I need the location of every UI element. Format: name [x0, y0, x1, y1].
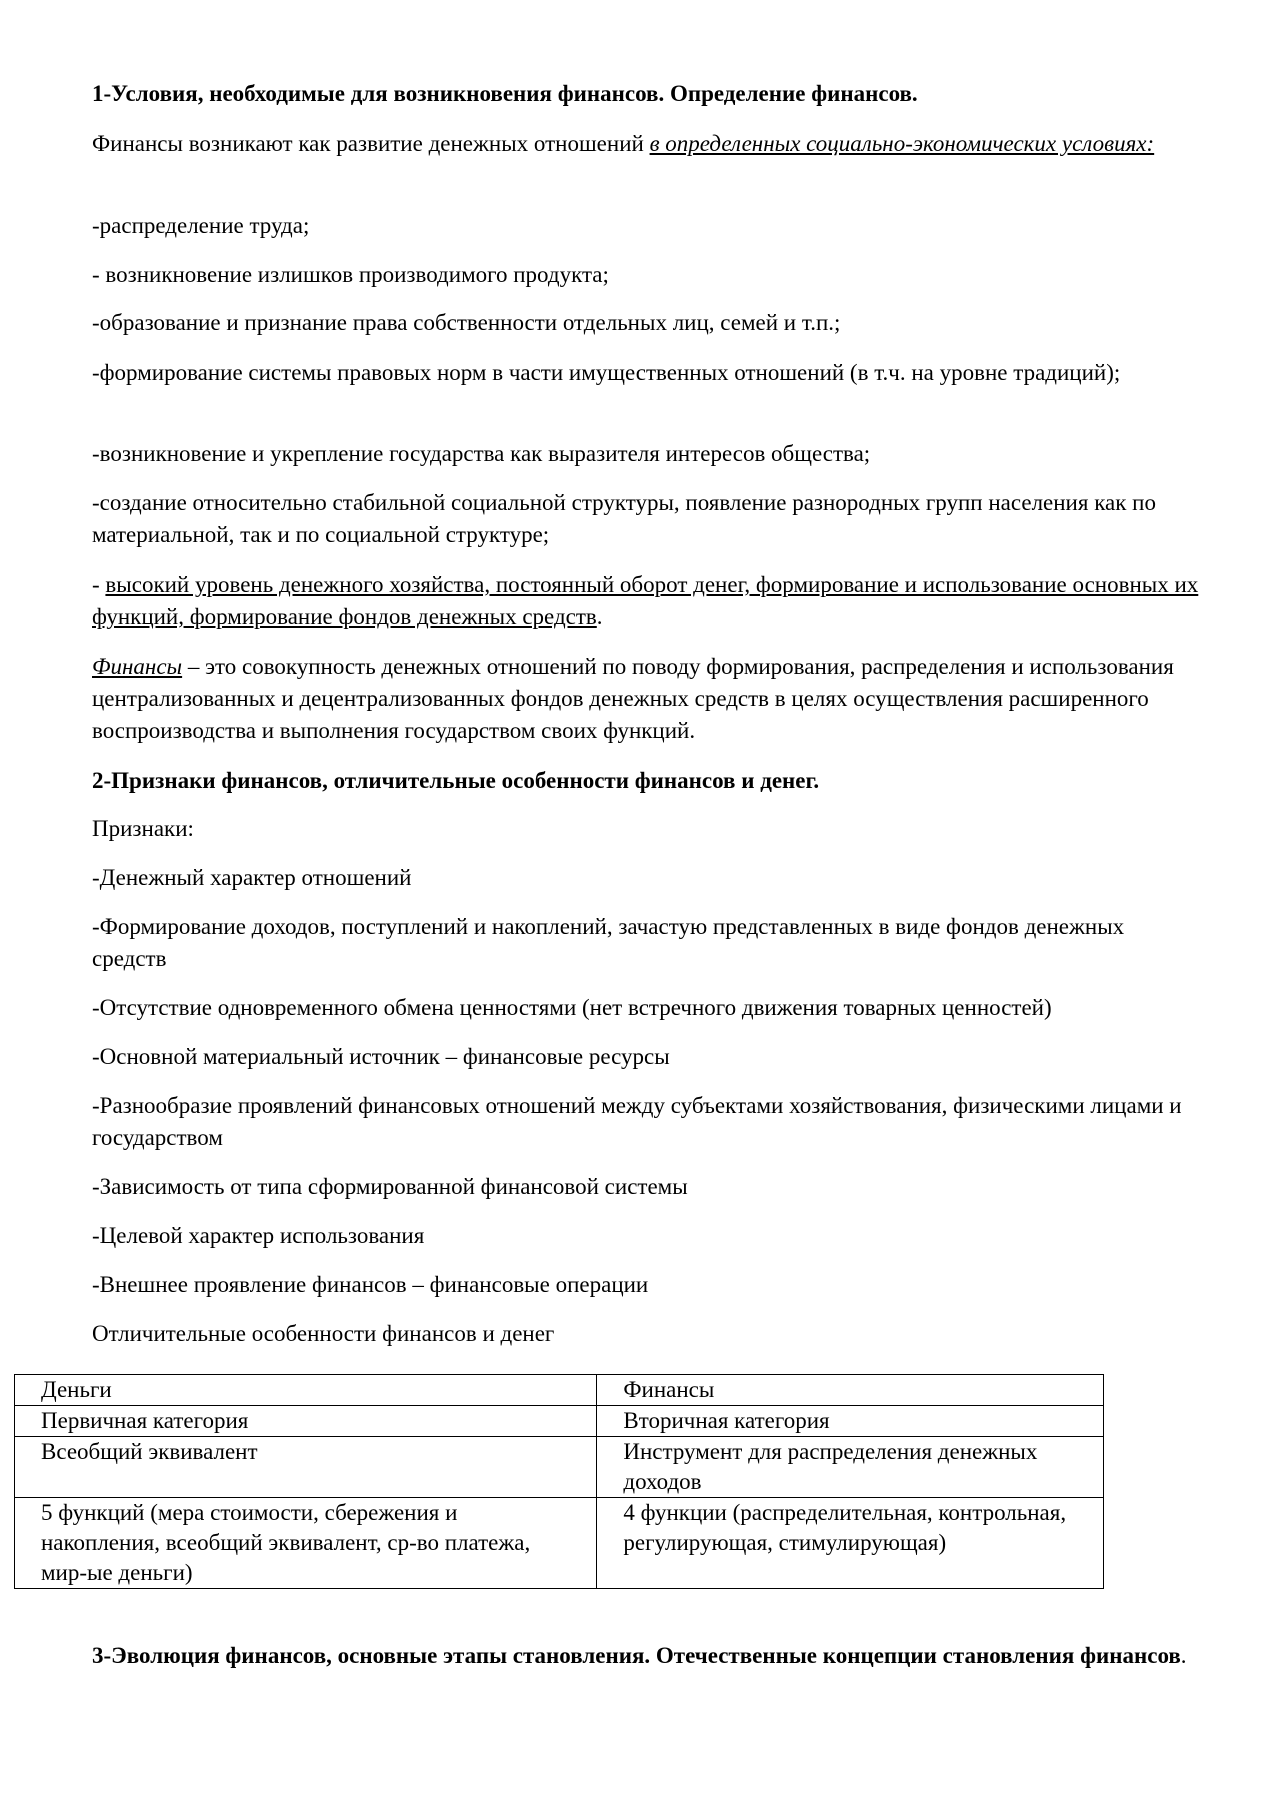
sign-item: -Зависимость от типа сформированной финансовой системы: [92, 1174, 688, 1199]
sign-item: -Внешнее проявление финансов – финансовые операции: [92, 1272, 649, 1297]
table-cell: 4 функции (распределительная, контрольная, регулирующая, стимулирующая): [597, 1498, 1104, 1589]
comparison-table: [14, 1374, 1104, 1589]
section1-heading: 1-Условия, необходимые для возникновения финансов. Определение финансов.: [92, 81, 918, 106]
intro-plain: Финансы возникают как развитие денежных отношений: [92, 131, 650, 156]
intro-emphasis: в определенных социально-экономических условиях:: [649, 131, 1155, 156]
section3-heading-tail: .: [1180, 1643, 1187, 1668]
table-cell: Вторичная категория: [597, 1406, 1104, 1437]
finance-definition: [92, 651, 1202, 747]
last-suffix: .: [596, 604, 603, 629]
table-row: [15, 1498, 1104, 1589]
table-header-cell: Финансы: [597, 1375, 1104, 1406]
last-prefix: -: [92, 572, 106, 597]
sign-item: -Разнообразие проявлений финансовых отношений между субъектами хозяйствования, физическими лицами и государством: [92, 1093, 1182, 1150]
table-cell: Инструмент для распределения денежных доходов: [597, 1437, 1104, 1498]
table-cell: Всеобщий эквивалент: [15, 1437, 597, 1498]
condition-item: -распределение труда;: [92, 213, 310, 238]
condition-item: -создание относительно стабильной социальной структуры, появление разнородных групп населения как по материальной, так и по социальной структуре;: [92, 490, 1156, 547]
table-row: [15, 1437, 1104, 1498]
last-underlined: высокий уровень денежного хозяйства, постоянный оборот денег, формирование и использование основных их функций, формирование фондов денежных средств: [92, 572, 1199, 629]
table-caption: Отличительные особенности финансов и денег: [92, 1321, 555, 1346]
sign-item: -Денежный характер отношений: [92, 865, 412, 890]
sign-item: -Целевой характер использования: [92, 1223, 425, 1248]
definition-text: – это совокупность денежных отношений по поводу формирования, распределения и использования централизованных и децентрализованных фондов денежных средств в целях осуществления расширенного воспроизводства и выполнения государством своих функций.: [92, 654, 1174, 743]
section3-heading: [92, 1640, 1202, 1672]
table-header-cell: Деньги: [15, 1375, 597, 1406]
table-cell: 5 функций (мера стоимости, сбережения и накопления, всеобщий эквивалент, ср-во платежа, мир-ые деньги): [15, 1498, 597, 1589]
sign-item: -Формирование доходов, поступлений и накоплений, зачастую представленных в виде фондов денежных средств: [92, 914, 1125, 971]
signs-label: Признаки:: [92, 816, 194, 841]
condition-item: -образование и признание права собственности отдельных лиц, семей и т.п.;: [92, 310, 841, 335]
condition-item-last: [92, 569, 1202, 633]
table-row: [15, 1406, 1104, 1437]
section1-intro: [92, 128, 1202, 160]
section2-heading: 2-Признаки финансов, отличительные особенности финансов и денег.: [92, 768, 820, 793]
sign-item: -Отсутствие одновременного обмена ценностями (нет встречного движения товарных ценностей): [92, 995, 1052, 1020]
sign-item: -Основной материальный источник – финансовые ресурсы: [92, 1044, 670, 1069]
condition-item: -формирование системы правовых норм в части имущественных отношений (в т.ч. на уровне традиций);: [92, 360, 1121, 385]
condition-item: - возникновение излишков производимого продукта;: [92, 262, 609, 287]
table-cell: Первичная категория: [15, 1406, 597, 1437]
condition-item: -возникновение и укрепление государства как выразителя интересов общества;: [92, 441, 871, 466]
definition-term: Финансы: [92, 654, 183, 679]
table-header-row: [15, 1375, 1104, 1406]
section3-heading-bold: 3-Эволюция финансов, основные этапы становления. Отечественные концепции становления финансов: [92, 1643, 1181, 1668]
